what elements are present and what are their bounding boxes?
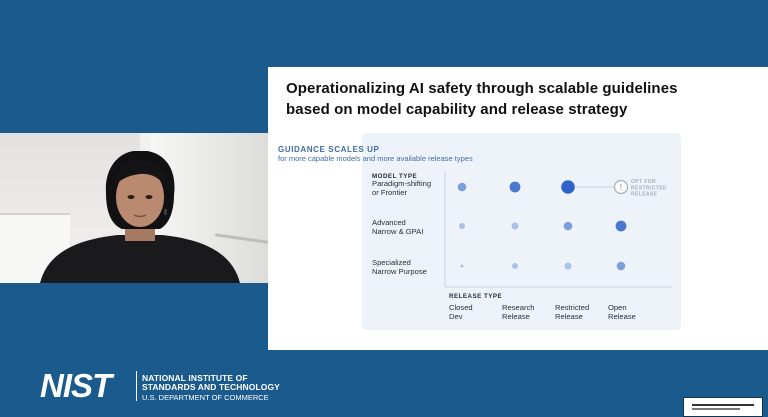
x-tick-label-2: Restricted xyxy=(555,303,590,312)
slide-title-line1: Operationalizing AI safety through scalable guidelines xyxy=(286,80,678,97)
y-tick-label-2: Narrow Purpose xyxy=(372,267,427,276)
x-tick-label-1: Research xyxy=(502,303,535,312)
guidance-scatter-chart xyxy=(268,67,768,350)
annotation-label-line-0: OPT FOR xyxy=(631,179,657,185)
y-tick-label-0: Paradigm-shifting xyxy=(372,179,432,188)
data-point-1 xyxy=(510,182,521,193)
y-tick-label-1: Narrow & GPAI xyxy=(372,227,424,236)
slide-title-line2: based on model capability and release strategy xyxy=(286,101,628,118)
nist-org-line1: NATIONAL INSTITUTE OF xyxy=(142,373,248,383)
speaker-video-feed xyxy=(0,133,268,283)
data-point-2 xyxy=(561,180,575,194)
data-point-9 xyxy=(565,263,572,270)
data-point-0 xyxy=(458,183,467,192)
x-tick-label-3: Open xyxy=(608,303,627,312)
thumbnail-text-line xyxy=(692,408,740,410)
y-axis-label: MODEL TYPE xyxy=(372,173,418,180)
x-axis-label: RELEASE TYPE xyxy=(449,293,503,300)
nist-organization-name xyxy=(142,374,280,402)
data-point-5 xyxy=(564,222,573,231)
y-tick-label-2: Specialized xyxy=(372,258,411,267)
presentation-slide xyxy=(268,67,768,350)
nist-wordmark: NIST xyxy=(40,367,112,404)
person-video-icon xyxy=(40,151,240,283)
nist-org-line2: STANDARDS AND TECHNOLOGY xyxy=(142,382,280,392)
annotation-label-line-1: RESTRICTED xyxy=(631,185,667,192)
slide-thumbnail-icon[interactable] xyxy=(683,397,763,417)
x-tick-label-0: Dev xyxy=(449,312,463,321)
x-tick-label-3: Release xyxy=(608,312,636,321)
thumbnail-text-line xyxy=(692,404,754,406)
warning-icon-glyph: ! xyxy=(619,183,623,192)
y-tick-label-1: Advanced xyxy=(372,218,406,227)
x-tick-label-2: Release xyxy=(555,312,583,321)
chart-subtitle: for more capable models and more available release types xyxy=(278,154,473,163)
data-point-8 xyxy=(512,263,518,269)
nist-org-line3: U.S. DEPARTMENT OF COMMERCE xyxy=(142,393,269,402)
nist-logo-divider xyxy=(136,371,137,401)
data-point-4 xyxy=(512,223,519,230)
data-point-3 xyxy=(459,223,465,229)
y-tick-label-0: or Frontier xyxy=(372,188,408,197)
x-tick-label-0: Closed xyxy=(449,303,473,312)
data-point-7 xyxy=(461,265,464,268)
chart-title: GUIDANCE SCALES UP xyxy=(278,145,380,154)
data-point-6 xyxy=(616,221,627,232)
x-tick-label-1: Release xyxy=(502,312,530,321)
annotation-label-line-2: RELEASE xyxy=(631,191,658,198)
data-point-10 xyxy=(617,262,626,271)
